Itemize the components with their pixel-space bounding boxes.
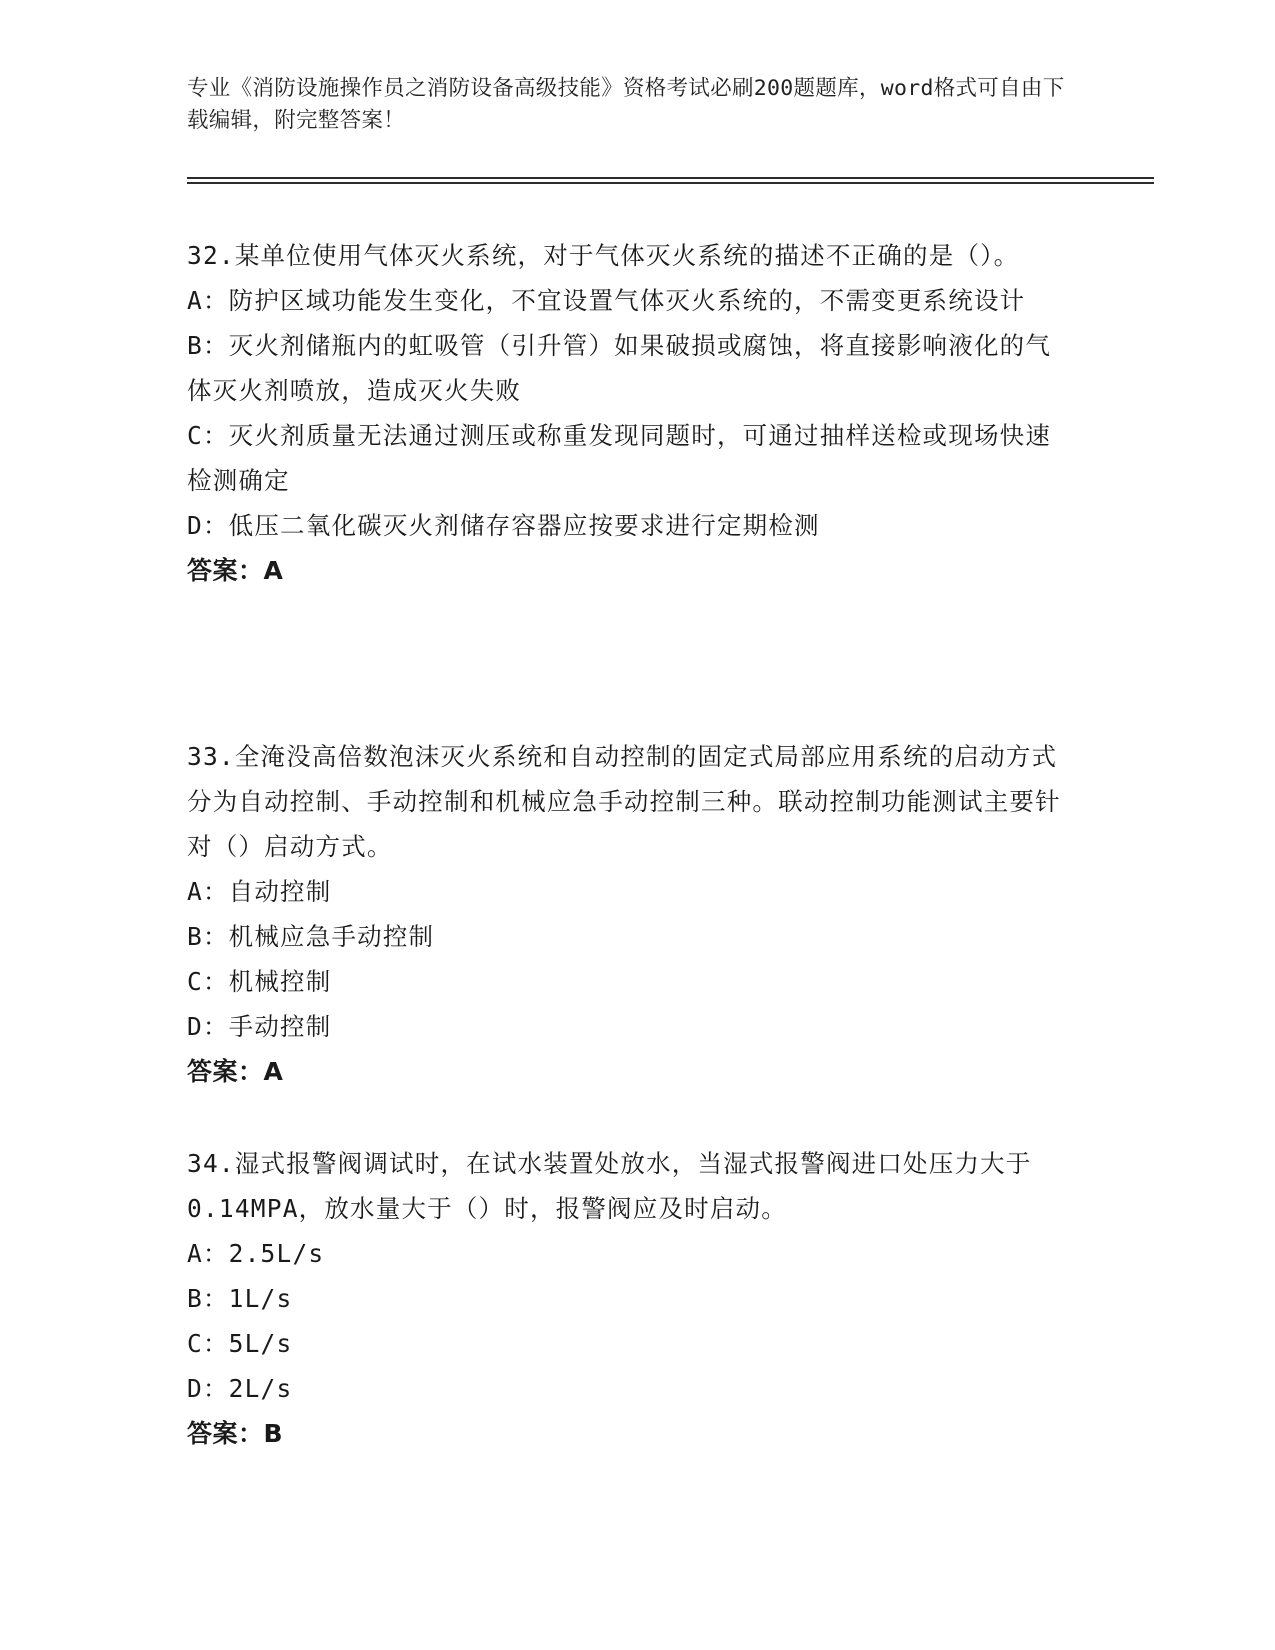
option-d: D：低压二氧化碳灭火剂储存容器应按要求进行定期检测 <box>187 511 820 540</box>
question-stem: 32.某单位使用气体灭火系统，对于气体灭火系统的描述不正确的是（）。 <box>187 241 1020 270</box>
option-b: B：灭火剂储瓶内的虹吸管（引升管）如果破损或腐蚀，将直接影响液化的气体灭火剂喷放，造成灭火失败 <box>187 331 1052 405</box>
option-b: B：机械应急手动控制 <box>187 922 435 951</box>
option-c: C：5L/s <box>187 1329 293 1358</box>
question-34 <box>187 1141 1067 1457</box>
question-33 <box>187 734 1067 1095</box>
question-32 <box>187 233 1067 594</box>
question-stem: 34.湿式报警阀调试时，在试水装置处放水，当湿式报警阀进口处压力大于0.14MPA，放水量大于（）时，报警阀应及时启动。 <box>187 1149 1032 1223</box>
document-header: 专业《消防设施操作员之消防设备高级技能》资格考试必刷200题题库，word格式可自由下载编辑，附完整答案！ <box>187 76 1065 133</box>
question-stem: 33.全淹没高倍数泡沫灭火系统和自动控制的固定式局部应用系统的启动方式分为自动控制、手动控制和机械应急手动控制三种。联动控制功能测试主要针对（）启动方式。 <box>187 742 1061 861</box>
answer: 答案：B <box>187 1419 284 1448</box>
option-c: C：灭火剂质量无法通过测压或称重发现同题时，可通过抽样送检或现场快速检测确定 <box>187 421 1052 495</box>
option-c: C：机械控制 <box>187 967 332 996</box>
option-a: A：自动控制 <box>187 877 332 906</box>
answer: 答案：A <box>187 1057 284 1086</box>
option-a: A：2.5L/s <box>187 1239 325 1268</box>
option-a: A：防护区域功能发生变化，不宜设置气体灭火系统的，不需变更系统设计 <box>187 286 1026 315</box>
option-b: B：1L/s <box>187 1284 293 1313</box>
option-d: D：2L/s <box>187 1374 293 1403</box>
answer: 答案：A <box>187 556 284 585</box>
header-divider-bottom <box>187 182 1154 184</box>
option-d: D：手动控制 <box>187 1012 332 1041</box>
header-divider-top <box>187 177 1154 179</box>
